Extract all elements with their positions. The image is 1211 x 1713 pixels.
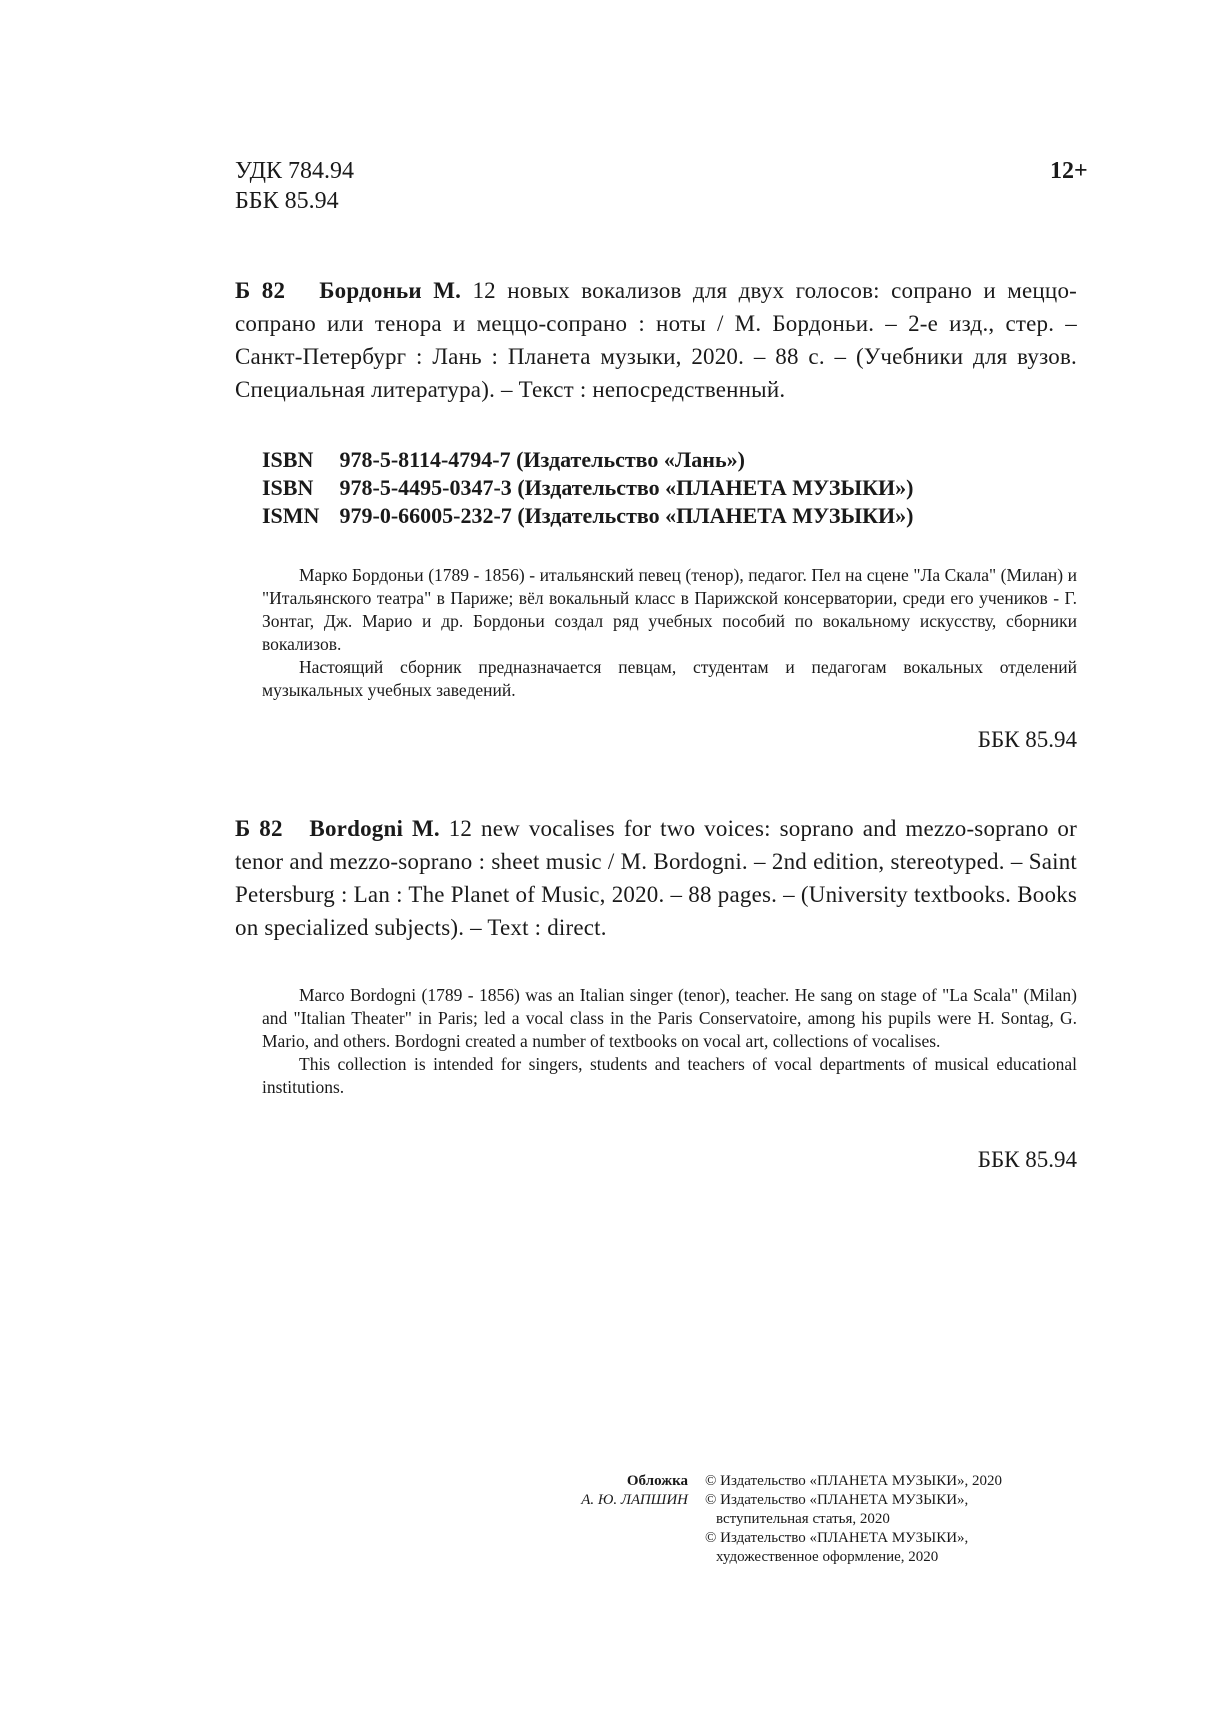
identifier-publisher: (Издательство «ПЛАНЕТА МУЗЫКИ») [517,475,914,500]
classification-header [235,156,354,216]
copyright-line: © Издательство «ПЛАНЕТА МУЗЫКИ», [705,1530,969,1546]
ru-bibliographic-entry [235,274,1077,406]
ru-entry-author: Бордоньи М. [319,278,462,303]
identifier-number: 979-0-66005-232-7 [339,503,512,528]
copyright-block [705,1472,1002,1567]
bbk-code: ББК 85.94 [235,188,339,214]
copyright-line: © Издательство «ПЛАНЕТА МУЗЫКИ», 2020 [705,1473,1003,1489]
ru-annotation-paragraph: Марко Бордоньи (1789 - 1856) - итальянский певец (тенор), педагог. Пел на сцене "Ла Скала" (Милан) и "Итальянского театра" в Париже; вёл вокальный класс в Парижской консерватории, среди его учеников - Г. Зонтаг, Дж. Марио и др. Бордоньи создал ряд учебных пособий по вокальному искусству, сборники вокализов. [262,565,1077,654]
en-annotation-paragraph: This collection is intended for singers, students and teachers of vocal departments of musical educational institutions. [262,1054,1077,1097]
ru-bbk-code: ББК 85.94 [977,727,1077,752]
identifier-kind: ISMN [262,503,320,528]
ru-entry-text: 12 новых вокализов для двух голосов: сопрано и меццо-сопрано или тенора и меццо-сопрано : ноты / М. Бордоньи. – 2-е изд., стер. – Санкт-Петербург : Лань : Планета музыки, 2020. – 88 с. – (Учебники для вузов. Специальная литература). – Текст : непосредственный. [235,278,1078,402]
en-entry-text: 12 new vocalises for two voices: soprano and mezzo-soprano or tenor and mezzo-soprano : sheet music / M. Bordogni. – 2nd edition, stereotyped. – Saint Petersburg : Lan : The Planet of Music, 2020. – 88 pages. – (University textbooks. Books on specialized subjects). – Text : direct. [235,816,1077,940]
identifier-publisher: (Издательство «ПЛАНЕТА МУЗЫКИ») [517,503,914,528]
udk-code: УДК 784.94 [235,158,354,184]
identifier-list [262,446,913,530]
cover-artist: А. Ю. ЛАПШИН [581,1492,688,1508]
identifier-kind: ISBN [262,447,314,472]
identifier-number: 978-5-8114-4794-7 [339,447,511,472]
copyright-line: © Издательство «ПЛАНЕТА МУЗЫКИ», [705,1492,969,1508]
identifier-kind: ISBN [262,475,314,500]
en-bbk-code: ББК 85.94 [977,1147,1077,1172]
en-entry-code: Б 82 [235,816,283,841]
identifier-row [262,474,913,502]
identifier-publisher: (Издательство «Лань») [516,447,745,472]
ru-annotation [262,564,1077,702]
copyright-line: художественное оформление, 2020 [716,1549,939,1565]
en-annotation [262,984,1077,1099]
en-annotation-paragraph: Marco Bordogni (1789 - 1856) was an Italian singer (tenor), teacher. He sang on stage of "La Scala" (Milan) and "Italian Theater" in Paris; led a vocal class in the Paris Conservatoire, among his pupils were H. Sontag, G. Mario, and others. Bordogni created a number of textbooks on vocal art, collections of vocalises. [262,985,1077,1051]
identifier-row [262,446,913,474]
en-entry-author: Bordogni M. [309,816,440,841]
ru-entry-code: Б 82 [235,278,286,303]
ru-annotation-paragraph: Настоящий сборник предназначается певцам, студентам и педагогам вокальных отделений музыкальных учебных заведений. [262,657,1077,700]
cover-label: Обложка [626,1473,688,1489]
en-bibliographic-entry [235,812,1077,944]
identifier-row [262,502,913,530]
copyright-line: вступительная статья, 2020 [716,1511,890,1527]
cover-credit [520,1472,688,1510]
identifier-number: 978-5-4495-0347-3 [339,475,512,500]
age-rating: 12+ [1050,158,1088,184]
